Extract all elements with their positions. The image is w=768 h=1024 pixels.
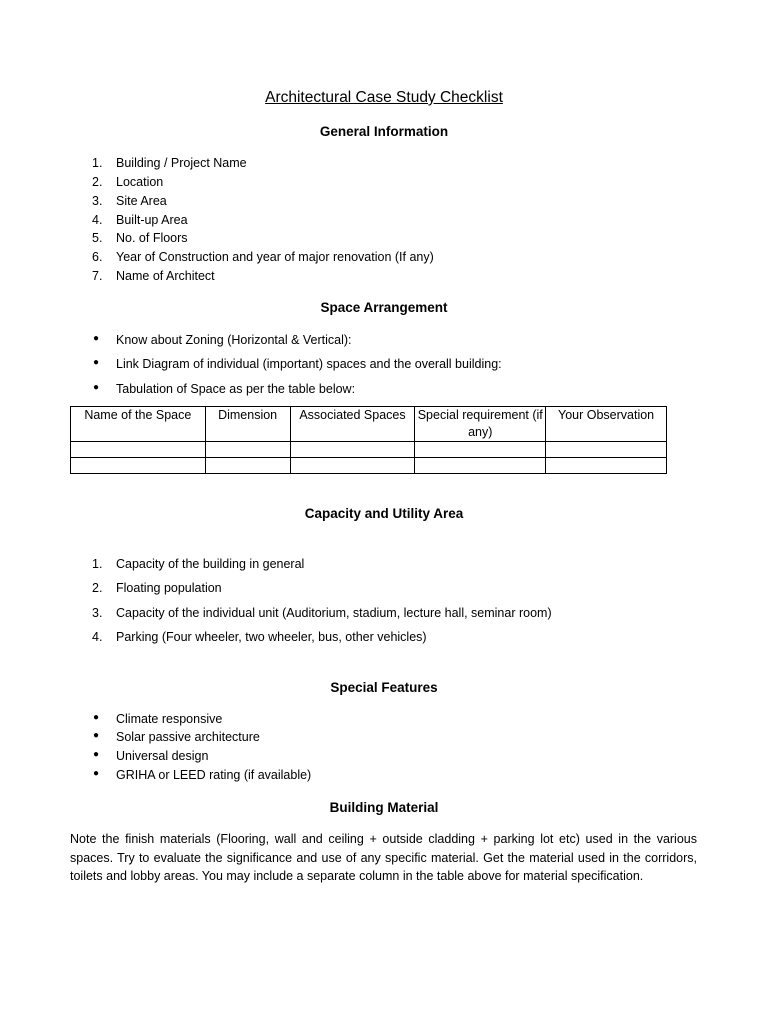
list-item-text: Link Diagram of individual (important) spaces and the overall building: <box>116 357 502 371</box>
table-cell <box>71 458 206 474</box>
bullet-icon: ● <box>93 768 100 779</box>
list-item-text: Name of Architect <box>116 269 215 283</box>
table-header-cell: Associated Spaces <box>290 407 415 442</box>
list-item-text: Climate responsive <box>116 712 223 726</box>
list-item-text: Site Area <box>116 194 167 208</box>
space-arrangement-heading: Space Arrangement <box>320 300 448 315</box>
capacity-utility-heading: Capacity and Utility Area <box>304 506 464 521</box>
list-item-text: Parking (Four wheeler, two wheeler, bus, other vehicles) <box>116 630 427 644</box>
list-number: 4. <box>92 630 103 644</box>
list-number: 3. <box>92 194 103 208</box>
table-cell <box>546 442 667 458</box>
bullet-icon: ● <box>93 333 100 344</box>
list-item-text: Built-up Area <box>116 213 188 227</box>
list-item-text: Tabulation of Space as per the table below: <box>116 382 356 396</box>
table-cell <box>71 442 206 458</box>
table-cell <box>290 442 415 458</box>
bullet-icon: ● <box>93 712 100 723</box>
document-title: Architectural Case Study Checklist <box>265 89 503 106</box>
list-item-text: Location <box>116 175 164 189</box>
table-header-cell: Your Observation <box>546 407 667 442</box>
building-material-paragraph: Note the finish materials (Flooring, wall and ceiling + outside cladding + parking lot etc) used in the various spaces. Try to evaluate the significance and use of any specific material. Get the material used in the corridors, toilets and lobby areas. You may include a separate column in the table above for material specification. <box>70 832 697 884</box>
bullet-icon: ● <box>93 730 100 741</box>
general-information-heading: General Information <box>319 124 449 139</box>
list-item-text: Know about Zoning (Horizontal & Vertical): <box>116 333 352 347</box>
list-number: 7. <box>92 269 103 283</box>
space-tabulation-table <box>70 406 667 474</box>
table-row <box>71 442 667 458</box>
list-number: 1. <box>92 156 103 170</box>
list-item-text: Universal design <box>116 749 209 763</box>
list-number: 5. <box>92 231 103 245</box>
list-number: 2. <box>92 581 103 595</box>
table-cell <box>205 442 290 458</box>
table-header-cell: Name of the Space <box>71 407 206 442</box>
list-item-text: Solar passive architecture <box>116 730 260 744</box>
building-material-heading: Building Material <box>329 800 439 815</box>
list-number: 4. <box>92 213 103 227</box>
table-cell <box>290 458 415 474</box>
list-item-text: Capacity of the individual unit (Auditorium, stadium, lecture hall, seminar room) <box>116 606 552 620</box>
table-header-cell: Dimension <box>205 407 290 442</box>
bullet-icon: ● <box>93 357 100 368</box>
list-item-text: Building / Project Name <box>116 156 247 170</box>
list-item-text: Floating population <box>116 581 222 595</box>
table-cell <box>415 442 546 458</box>
table-header-cell: Special requirement (if any) <box>415 407 546 442</box>
list-item-text: No. of Floors <box>116 231 188 245</box>
table-cell <box>205 458 290 474</box>
list-number: 6. <box>92 250 103 264</box>
bullet-icon: ● <box>93 749 100 760</box>
list-item-text: GRIHA or LEED rating (if available) <box>116 768 312 782</box>
table-header-row <box>71 407 667 442</box>
list-number: 2. <box>92 175 103 189</box>
special-features-heading: Special Features <box>330 680 438 695</box>
bullet-icon: ● <box>93 382 100 393</box>
table-cell <box>415 458 546 474</box>
list-number: 3. <box>92 606 103 620</box>
list-item-text: Capacity of the building in general <box>116 557 305 571</box>
table-row <box>71 458 667 474</box>
list-number: 1. <box>92 557 103 571</box>
table-cell <box>546 458 667 474</box>
list-item-text: Year of Construction and year of major renovation (If any) <box>116 250 434 264</box>
